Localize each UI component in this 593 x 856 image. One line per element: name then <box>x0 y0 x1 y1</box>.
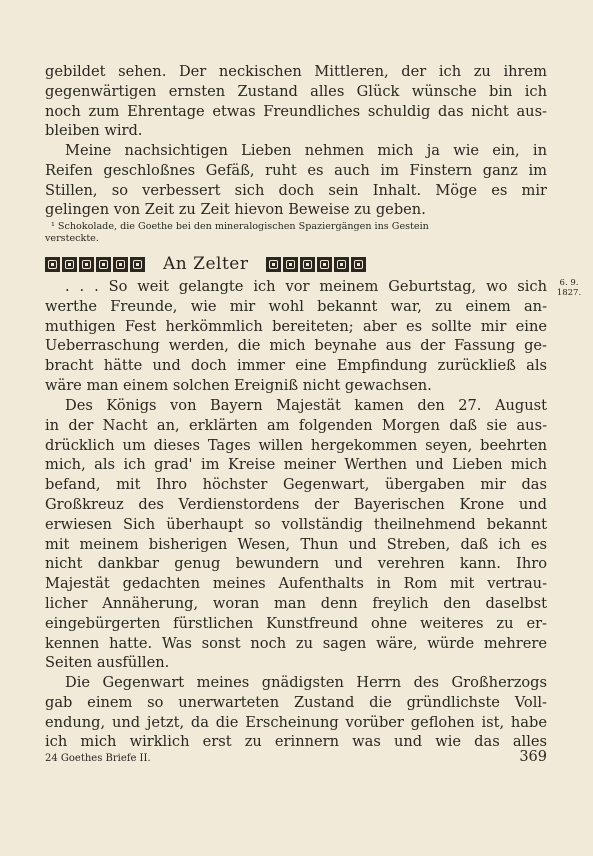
text-line: wäre man einem solchen Ereigniß nicht gewachsen. <box>45 376 432 394</box>
ornament-icon <box>79 257 94 272</box>
text-line: Meine nachsichtigen Lieben nehmen mich ja wie ein, in <box>65 142 547 159</box>
text-line: . . . So weit gelangte ich vor meinem Geburtstag, wo sich <box>65 278 547 295</box>
text-line: drücklich um dieses Tages willen hergekommen seyen, beehrten <box>45 436 547 454</box>
letter-paragraph <box>45 673 547 752</box>
text-line: mit meinem bisherigen Wesen, Thun und Streben, daß ich es <box>45 535 547 553</box>
text-line: mich, als ich grad' im Kreise meiner Werthen und Lieben mich <box>45 456 547 474</box>
text-line: licher Annäherung, woran man denn freylich den daselbst <box>45 594 547 612</box>
ornament-icon <box>130 257 145 272</box>
ornament-left <box>45 257 145 272</box>
ornament-icon <box>300 257 315 272</box>
text-line: noch zum Ehrentage etwas Freundliches schuldig das nicht aus- <box>45 102 547 120</box>
text-line: Stillen, so verbessert sich doch sein Inhalt. Möge es mir <box>45 181 547 199</box>
margin-date-line: 1827. <box>556 288 582 298</box>
footnote <box>45 221 547 245</box>
text-line: Seiten ausfüllen. <box>45 654 170 672</box>
ornament-icon <box>283 257 298 272</box>
ornament-icon <box>45 257 60 272</box>
margin-date-note <box>552 278 586 298</box>
text-line: erwiesen Sich überhaupt so vollständig theilnehmend bekannt <box>45 515 547 533</box>
footnote-line: versteckte. <box>45 233 99 244</box>
text-line: bracht hätte und doch immer eine Empfindung zurückließ als <box>45 357 547 375</box>
text-line: Die Gegenwart meines gnädigsten Herrn des Großherzogs <box>65 674 547 691</box>
text-line: Majestät gedachten meines Aufenthalts in Rom mit vertrau- <box>45 575 547 593</box>
text-line: gab einem so unerwarteten Zustand die gründlichste Voll- <box>45 693 547 711</box>
text-line: eingebürgerten fürstlichen Kunstfreund ohne weiteres zu er- <box>45 614 547 632</box>
section-heading <box>45 253 547 275</box>
text-line: Ueberraschung werden, die mich beynahe aus der Fassung ge- <box>45 337 547 355</box>
text-line: gelingen von Zeit zu Zeit hievon Beweise zu geben. <box>45 201 426 219</box>
text-line: werthe Freunde, wie mir wohl bekannt war, zu einem an- <box>45 297 547 315</box>
ornament-icon <box>334 257 349 272</box>
ornament-icon <box>266 257 281 272</box>
ornament-icon <box>62 257 77 272</box>
letter-paragraph <box>45 396 547 673</box>
text-line: in der Nacht an, erklärten am folgenden Morgen daß sie aus- <box>45 416 547 434</box>
page-footer <box>45 749 547 769</box>
text-line: Großkreuz des Verdienstordens der Bayerischen Krone und <box>45 495 547 513</box>
ornament-icon <box>317 257 332 272</box>
text-line: befand, mit Ihro höchster Gegenwart, übergaben mir das <box>45 476 547 494</box>
footnote-line: ¹ Schokolade, die Goethe bei den mineralogischen Spaziergängen ins Gestein <box>51 221 429 232</box>
ornament-icon <box>351 257 366 272</box>
text-line: gegenwärtigen ernsten Zustand alles Glück wünsche bin ich <box>45 82 547 100</box>
ornament-right <box>266 257 366 272</box>
text-line: gebildet sehen. Der neckischen Mittleren, der ich zu ihrem <box>45 63 547 80</box>
letter-paragraph <box>45 277 547 396</box>
text-line: ich mich wirklich erst zu erinnern was und wie das alles <box>45 733 547 751</box>
margin-date-line: 6. 9. <box>559 278 579 288</box>
signature-mark: 24 Goethes Briefe II. <box>45 753 151 764</box>
text-line: Reifen geschloßnes Gefäß, ruht es auch im Finstern ganz im <box>45 161 547 179</box>
continued-paragraph <box>45 62 547 141</box>
ornament-icon <box>113 257 128 272</box>
page-number: 369 <box>519 749 547 765</box>
closing-paragraph <box>45 141 547 220</box>
text-line: Des Königs von Bayern Majestät kamen den 27. August <box>65 397 547 414</box>
ornament-icon <box>96 257 111 272</box>
section-title: An Zelter <box>163 254 249 274</box>
text-line: muthigen Fest herkömmlich bereiteten; aber es sollte mir eine <box>45 317 547 335</box>
text-line: bleiben wird. <box>45 122 143 140</box>
text-line: nicht dankbar genug bewundern und verehren kann. Ihro <box>45 555 547 573</box>
text-line: kennen hatte. Was sonst noch zu sagen wäre, würde mehrere <box>45 634 547 652</box>
text-line: endung, und jetzt, da die Erscheinung vorüber geflohen ist, habe <box>45 713 547 731</box>
